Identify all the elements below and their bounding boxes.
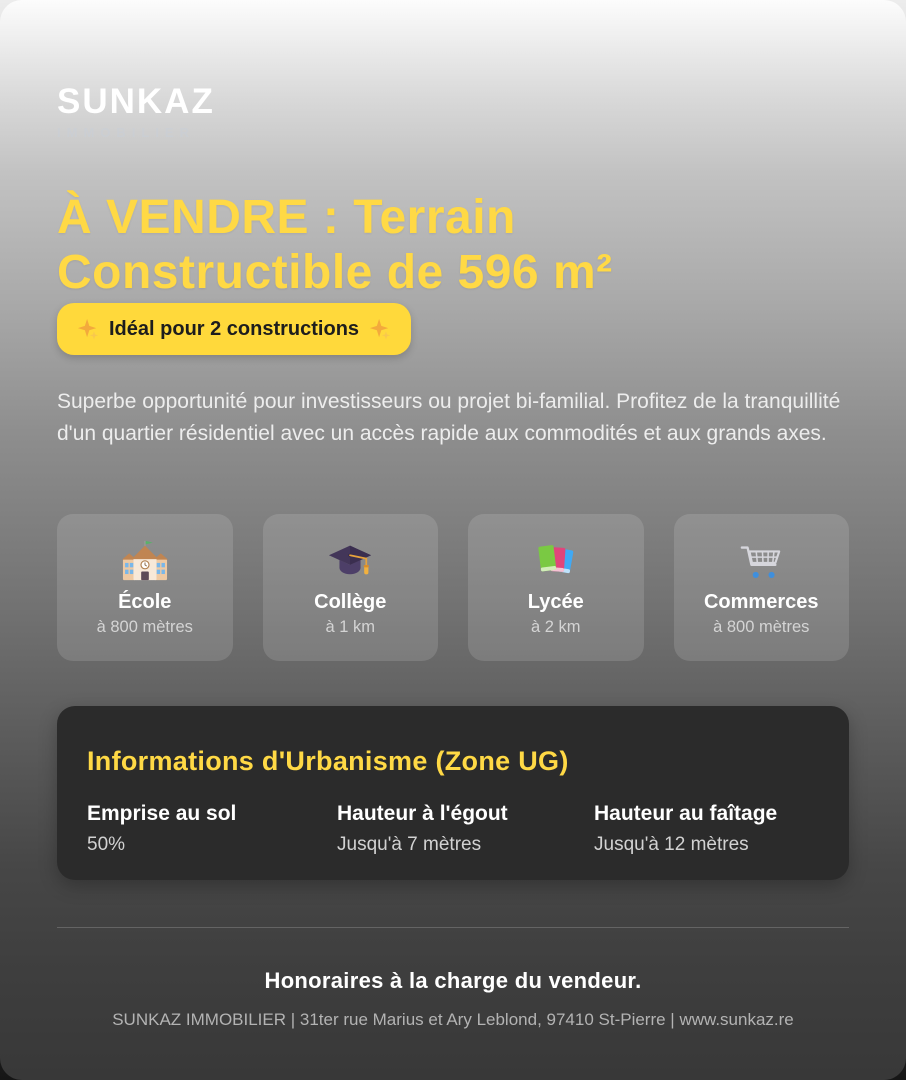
school-icon <box>122 539 168 583</box>
urbanism-item-egout <box>337 802 594 856</box>
footer-contact-line: SUNKAZ IMMOBILIER | 31ter rue Marius et Ary Leblond, 97410 St-Pierre | www.sunkaz.re <box>112 1010 794 1029</box>
amenity-card-college <box>263 514 439 661</box>
amenity-card-lycee <box>468 514 644 661</box>
urbanism-item-value: 50% <box>87 834 126 855</box>
amenity-card-ecole <box>57 514 233 661</box>
property-description: Superbe opportunité pour investisseurs ou projet bi-familial. Profitez de la tranquillité d'un quartier résidentiel avec un accès rapide aux commodités et aux grands axes. <box>57 390 841 445</box>
amenity-distance: à 800 mètres <box>96 617 193 636</box>
graduation-cap-icon <box>327 539 373 583</box>
brand-name: SUNKAZ <box>57 82 215 121</box>
urbanism-item-label: Hauteur au faîtage <box>594 802 778 825</box>
highlight-badge-label: Idéal pour 2 constructions <box>109 317 360 340</box>
amenity-label: Lycée <box>527 590 584 613</box>
shopping-cart-icon <box>738 539 784 583</box>
highlight-badge <box>57 303 411 355</box>
page-title-line1: À VENDRE : Terrain <box>57 191 516 244</box>
amenity-distance: à 1 km <box>325 617 376 636</box>
footer-fees-note: Honoraires à la charge du vendeur. <box>264 968 642 993</box>
urbanism-item-emprise <box>87 802 337 856</box>
urbanism-title: Informations d'Urbanisme (Zone UG) <box>87 746 569 776</box>
page-title-line2: Constructible de 596 m² <box>57 246 613 299</box>
urbanism-grid <box>87 802 819 856</box>
urbanism-item-value: Jusqu'à 12 mètres <box>594 834 749 855</box>
sparkles-icon <box>77 318 99 340</box>
footer-divider <box>57 927 849 928</box>
brand-logo <box>57 82 215 140</box>
books-icon <box>533 539 579 583</box>
urbanism-item-label: Hauteur à l'égout <box>337 802 508 825</box>
urbanism-panel <box>57 706 849 880</box>
sparkles-icon <box>369 318 391 340</box>
urbanism-item-faitage <box>594 802 819 856</box>
page-title <box>57 190 613 300</box>
amenity-label: Commerces <box>703 590 819 613</box>
amenity-card-commerces <box>674 514 850 661</box>
urbanism-item-value: Jusqu'à 7 mètres <box>337 834 482 855</box>
urbanism-item-label: Emprise au sol <box>87 802 237 825</box>
brand-subtitle: IMMOBILIER <box>57 125 195 140</box>
amenity-distance: à 2 km <box>530 617 581 636</box>
amenities-row <box>57 514 849 661</box>
amenity-distance: à 800 mètres <box>713 617 810 636</box>
amenity-label: École <box>118 590 172 613</box>
amenity-label: Collège <box>314 590 387 613</box>
